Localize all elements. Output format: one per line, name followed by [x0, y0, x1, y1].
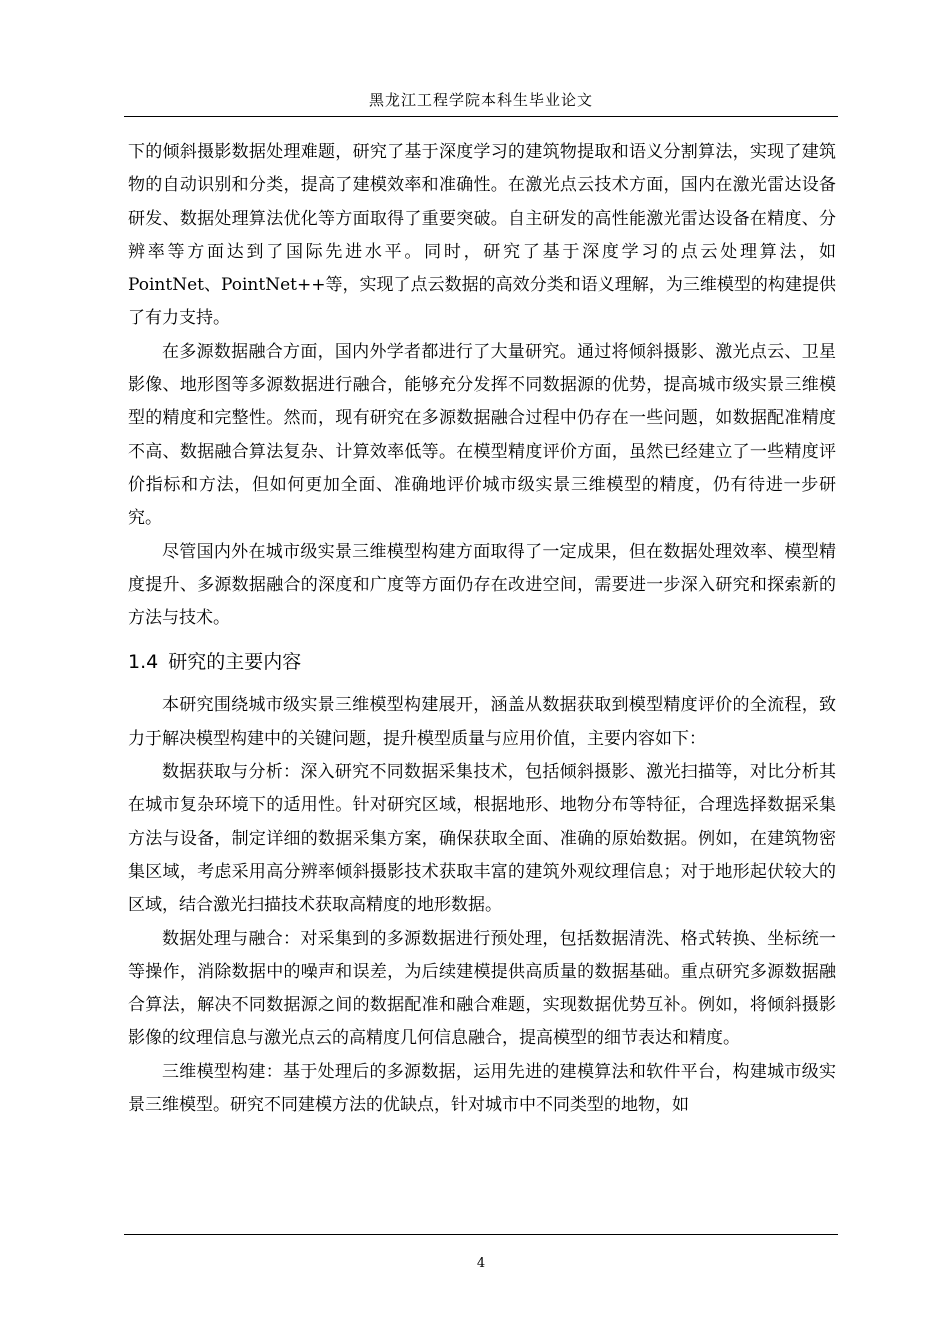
paragraph-continued: 下的倾斜摄影数据处理难题，研究了基于深度学习的建筑物提取和语义分割算法，实现了建筑物的自动识别和分类，提高了建模效率和准确性。在激光点云技术方面，国内在激光雷达设备研发、数据处理算法优化等方面取得了重要突破。自主研发的高性能激光雷达设备在精度、分辨率等方面达到了国际先进水平。同时，研究了基于深度学习的点云处理算法，如 PointNet、PointNet++等，实现了点云数据的高效分类和语义理解，为三维模型的构建提供了有力支持。 — [128, 142, 836, 329]
section-heading — [128, 645, 836, 679]
header-divider — [124, 116, 838, 117]
paragraph-data-processing: 数据处理与融合：对采集到的多源数据进行预处理，包括数据清洗、格式转换、坐标统一等操作，消除数据中的噪声和误差，为后续建模提供高质量的数据基础。重点研究多源数据融合算法，解决不同数据源之间的数据配准和融合难题，实现数据优势互补。例如，将倾斜摄影影像的纹理信息与激光点云的高精度几何信息融合，提高模型的细节表达和精度。 — [128, 928, 836, 1049]
section-number: 1.4 — [128, 651, 159, 674]
paragraph-data-acquisition: 数据获取与分析：深入研究不同数据采集技术，包括倾斜摄影、激光扫描等，对比分析其在城市复杂环境下的适用性。针对研究区域，根据地形、地物分布等特征，合理选择数据采集方法与设备，制定详细的数据采集方案，确保获取全面、准确的原始数据。例如，在建筑物密集区域，考虑采用高分辨率倾斜摄影技术获取丰富的建筑外观纹理信息；对于地形起伏较大的区域，结合激光扫描技术获取高精度的地形数据。 — [128, 762, 836, 916]
paragraph-data-fusion: 在多源数据融合方面，国内外学者都进行了大量研究。通过将倾斜摄影、激光点云、卫星影像、地形图等多源数据进行融合，能够充分发挥不同数据源的优势，提高城市级实景三维模型的精度和完整性。然而，现有研究在多源数据融合过程中仍存在一些问题，如数据配准精度不高、数据融合算法复杂、计算效率低等。在模型精度评价方面，虽然已经建立了一些精度评价指标和方法，但如何更加全面、准确地评价城市级实景三维模型的精度，仍有待进一步研究。 — [128, 341, 836, 529]
running-header: 黑龙江工程学院本科生毕业论文 — [368, 91, 593, 109]
footer-divider — [124, 1234, 838, 1235]
page-number: 4 — [476, 1256, 486, 1271]
paragraph-summary: 尽管国内外在城市级实景三维模型构建方面取得了一定成果，但在数据处理效率、模型精度提升、多源数据融合的深度和广度等方面仍存在改进空间，需要进一步深入研究和探索新的方法与技术。 — [128, 541, 836, 629]
section-title: 研究的主要内容 — [168, 651, 302, 674]
paragraph-model-construction: 三维模型构建：基于处理后的多源数据，运用先进的建模算法和软件平台，构建城市级实景三维模型。研究不同建模方法的优缺点，针对城市中不同类型的地物，如 — [128, 1061, 836, 1116]
paragraph-intro: 本研究围绕城市级实景三维模型构建展开，涵盖从数据获取到模型精度评价的全流程，致力于解决模型构建中的关键问题，提升模型质量与应用价值，主要内容如下： — [128, 695, 836, 749]
page-body — [128, 136, 836, 1122]
